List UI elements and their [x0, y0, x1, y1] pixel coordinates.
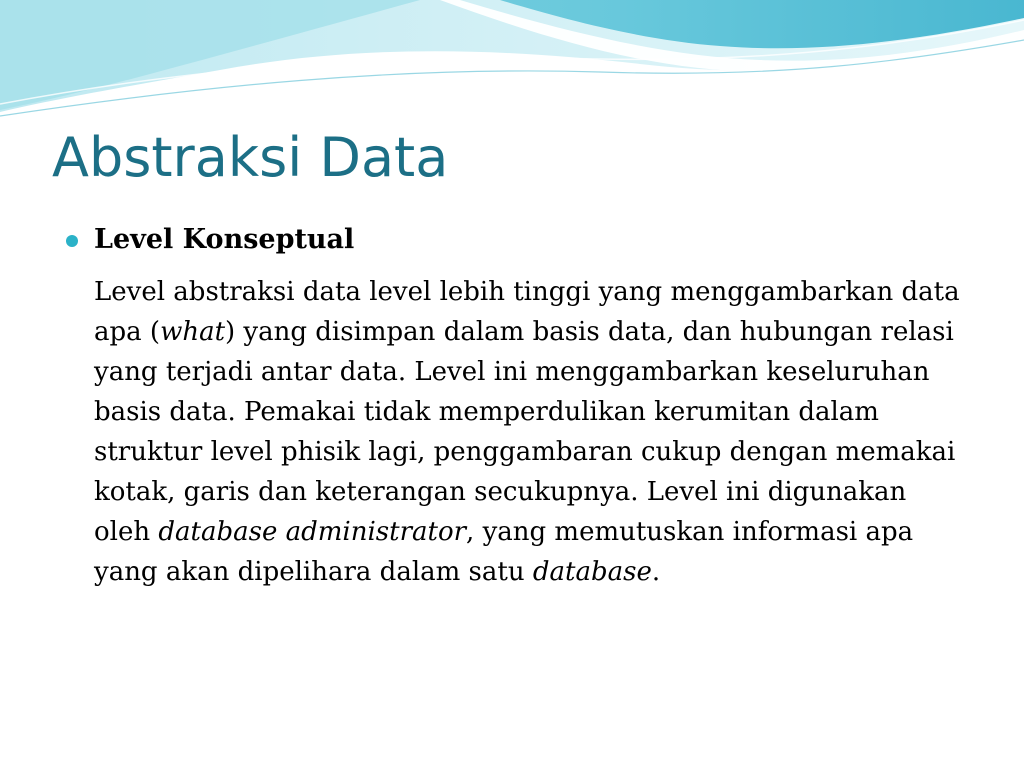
paragraph-run-italic: database administrator [158, 517, 467, 547]
slide-title: Abstraksi Data [52, 126, 449, 189]
paragraph-run: Level abstraksi data level lebih tinggi yang menggambarkan data apa ( [94, 277, 968, 347]
bullet-dot-icon [66, 235, 78, 247]
bullet-paragraph [64, 272, 968, 592]
slide-content [64, 218, 968, 592]
paragraph-run: ) yang disimpan dalam basis data, dan hubungan relasi yang terjadi antar data. Level ini menggambarkan keseluruhan basis data. Pemakai tidak memperdulikan kerumitan dalam struktur level phisik lagi, penggambaran cukup dengan memakai kotak, garis dan keterangan secukupnya. Level ini digunakan oleh [94, 317, 964, 547]
bullet-heading: Level Konseptual [94, 224, 355, 255]
paragraph-run: . [651, 557, 661, 587]
paragraph-run-italic: what [160, 317, 226, 347]
paragraph-run: , yang memutuskan informasi apa yang akan dipelihara dalam satu [94, 517, 922, 587]
paragraph-run-italic: database [532, 557, 652, 587]
bullet-item [64, 218, 964, 262]
header-wave-decoration [0, 0, 1024, 130]
